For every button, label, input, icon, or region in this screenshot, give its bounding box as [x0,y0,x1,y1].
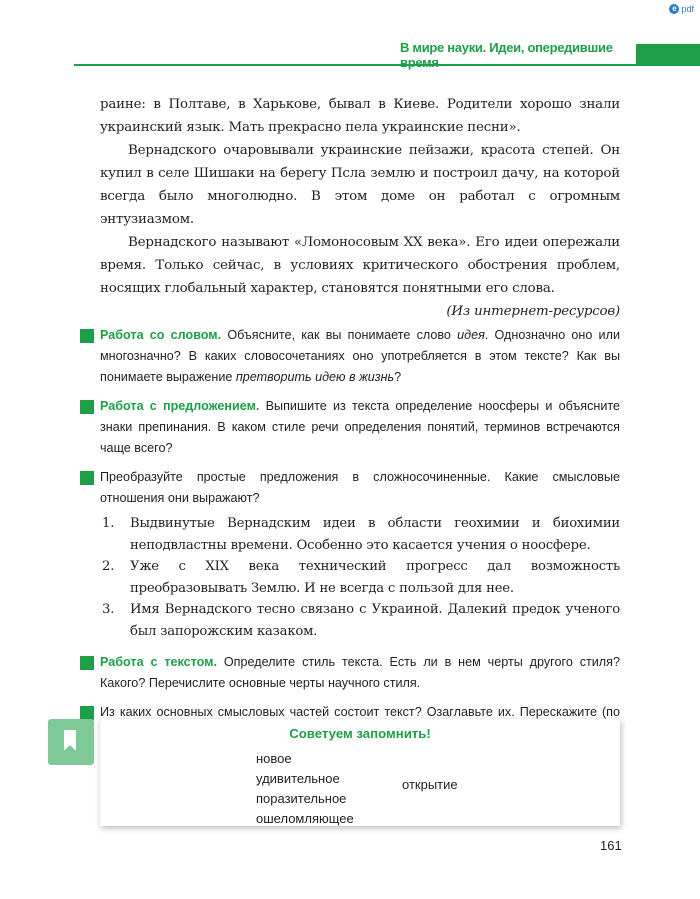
task-text: . Однозначно оно или многозначно? В каких словосочетаниях оно употребляется в этом тексте? Как вы понимаете выражение [100,328,620,384]
remember-target-word: открытие [402,777,458,792]
remember-word: ошеломляющее [256,811,354,826]
task-text: Определите стиль текста. Есть ли в нем черты другого стиля? Какого? Перечислите основные черты научного стиля. [100,655,620,690]
green-square-bullet-icon [80,329,94,343]
green-square-bullet-icon [80,706,94,720]
remember-title: Советуем запомнить! [289,726,431,741]
task-phrase: претворить идею в жизнь [235,370,395,384]
task-text: Объясните, как вы понимаете слово [221,328,458,342]
task-text: Выпишите из текста определение ноосферы и объясните знаки препинания. В каком стиле речи определения понятий, терминов встречаются чаще всего? [100,399,620,455]
list-item [100,556,620,599]
paragraph-3: Вернадского называют «Ломоносовым ХХ века». Его идеи опережали время. Только сейчас, в условиях критического обострения проблем, носящих глобальный характер, становятся понятными его слова. [100,235,620,296]
page-number: 161 [600,838,622,853]
paragraph-2: Вернадского очаровывали украинские пейзажи, красота степей. Он купил в селе Шишаки на берегу Псла землю и построил дачу, на которой всегда было многолюдно. В этом доме он работал с огромным энтузиазмом. [100,143,620,227]
list-number: 3. [102,602,115,617]
list-item [100,599,620,642]
bookmark-mark [64,730,76,750]
remember-word-list [256,749,354,829]
task-transform-sentences [100,467,620,509]
green-square-bullet-icon [80,471,94,485]
remember-word: новое [256,751,292,766]
section-header [400,39,700,70]
task-word-work [100,325,620,388]
corner-logo [669,4,694,14]
remember-word: удивительное [256,771,340,786]
green-square-bullet-icon [80,656,94,670]
remember-box [100,719,620,826]
bookmark-icon [48,719,94,765]
header-tab [636,44,700,65]
sentence-list [100,513,620,642]
list-item-text: Выдвинутые Вернадским идеи в области геохимии и биохимии неподвластны времени. Особенно это касается учения о ноосфере. [130,516,620,553]
corner-logo-text: pdf [681,4,694,14]
list-item-text: Уже с XIX века технический прогресс дал возможность преобразовывать Землю. И не всегда с пользой для нее. [130,559,620,596]
green-square-bullet-icon [80,400,94,414]
e-logo-icon: e [669,4,679,14]
task-text: Преобразуйте простые предложения в сложносочиненные. Какие смысловые отношения они выражают? [100,470,620,505]
remember-word: поразительное [256,791,347,806]
list-number: 1. [102,516,115,531]
task-sentence-work [100,396,620,459]
task-text: Из каких основных смысловых частей состоит текст? Озаглавьте их. Перескажите (по [100,705,620,719]
task-text-work [100,652,620,694]
task-text: ? [394,370,402,384]
list-item-text: Имя Вернадского тесно связано с Украиной. Далекий предок ученого был запорожским казаком. [130,602,620,639]
paragraph-1: раине: в Полтаве, в Харькове, бывал в Киеве. Родители хорошо знали украинский язык. Мать прекрасно пела украинские песни». [100,97,620,135]
source-note: (Из интернет-ресурсов) [446,304,620,319]
task-label: Работа со словом. [100,328,222,342]
task-keyword: идея [457,328,485,342]
list-item [100,513,620,556]
task-label: Работа с текстом. [100,655,217,669]
task-label: Работа с предложением. [100,399,260,413]
page-content [100,93,620,752]
list-number: 2. [102,559,115,574]
section-title: В мире науки. Идеи, опередившие время [400,39,613,70]
